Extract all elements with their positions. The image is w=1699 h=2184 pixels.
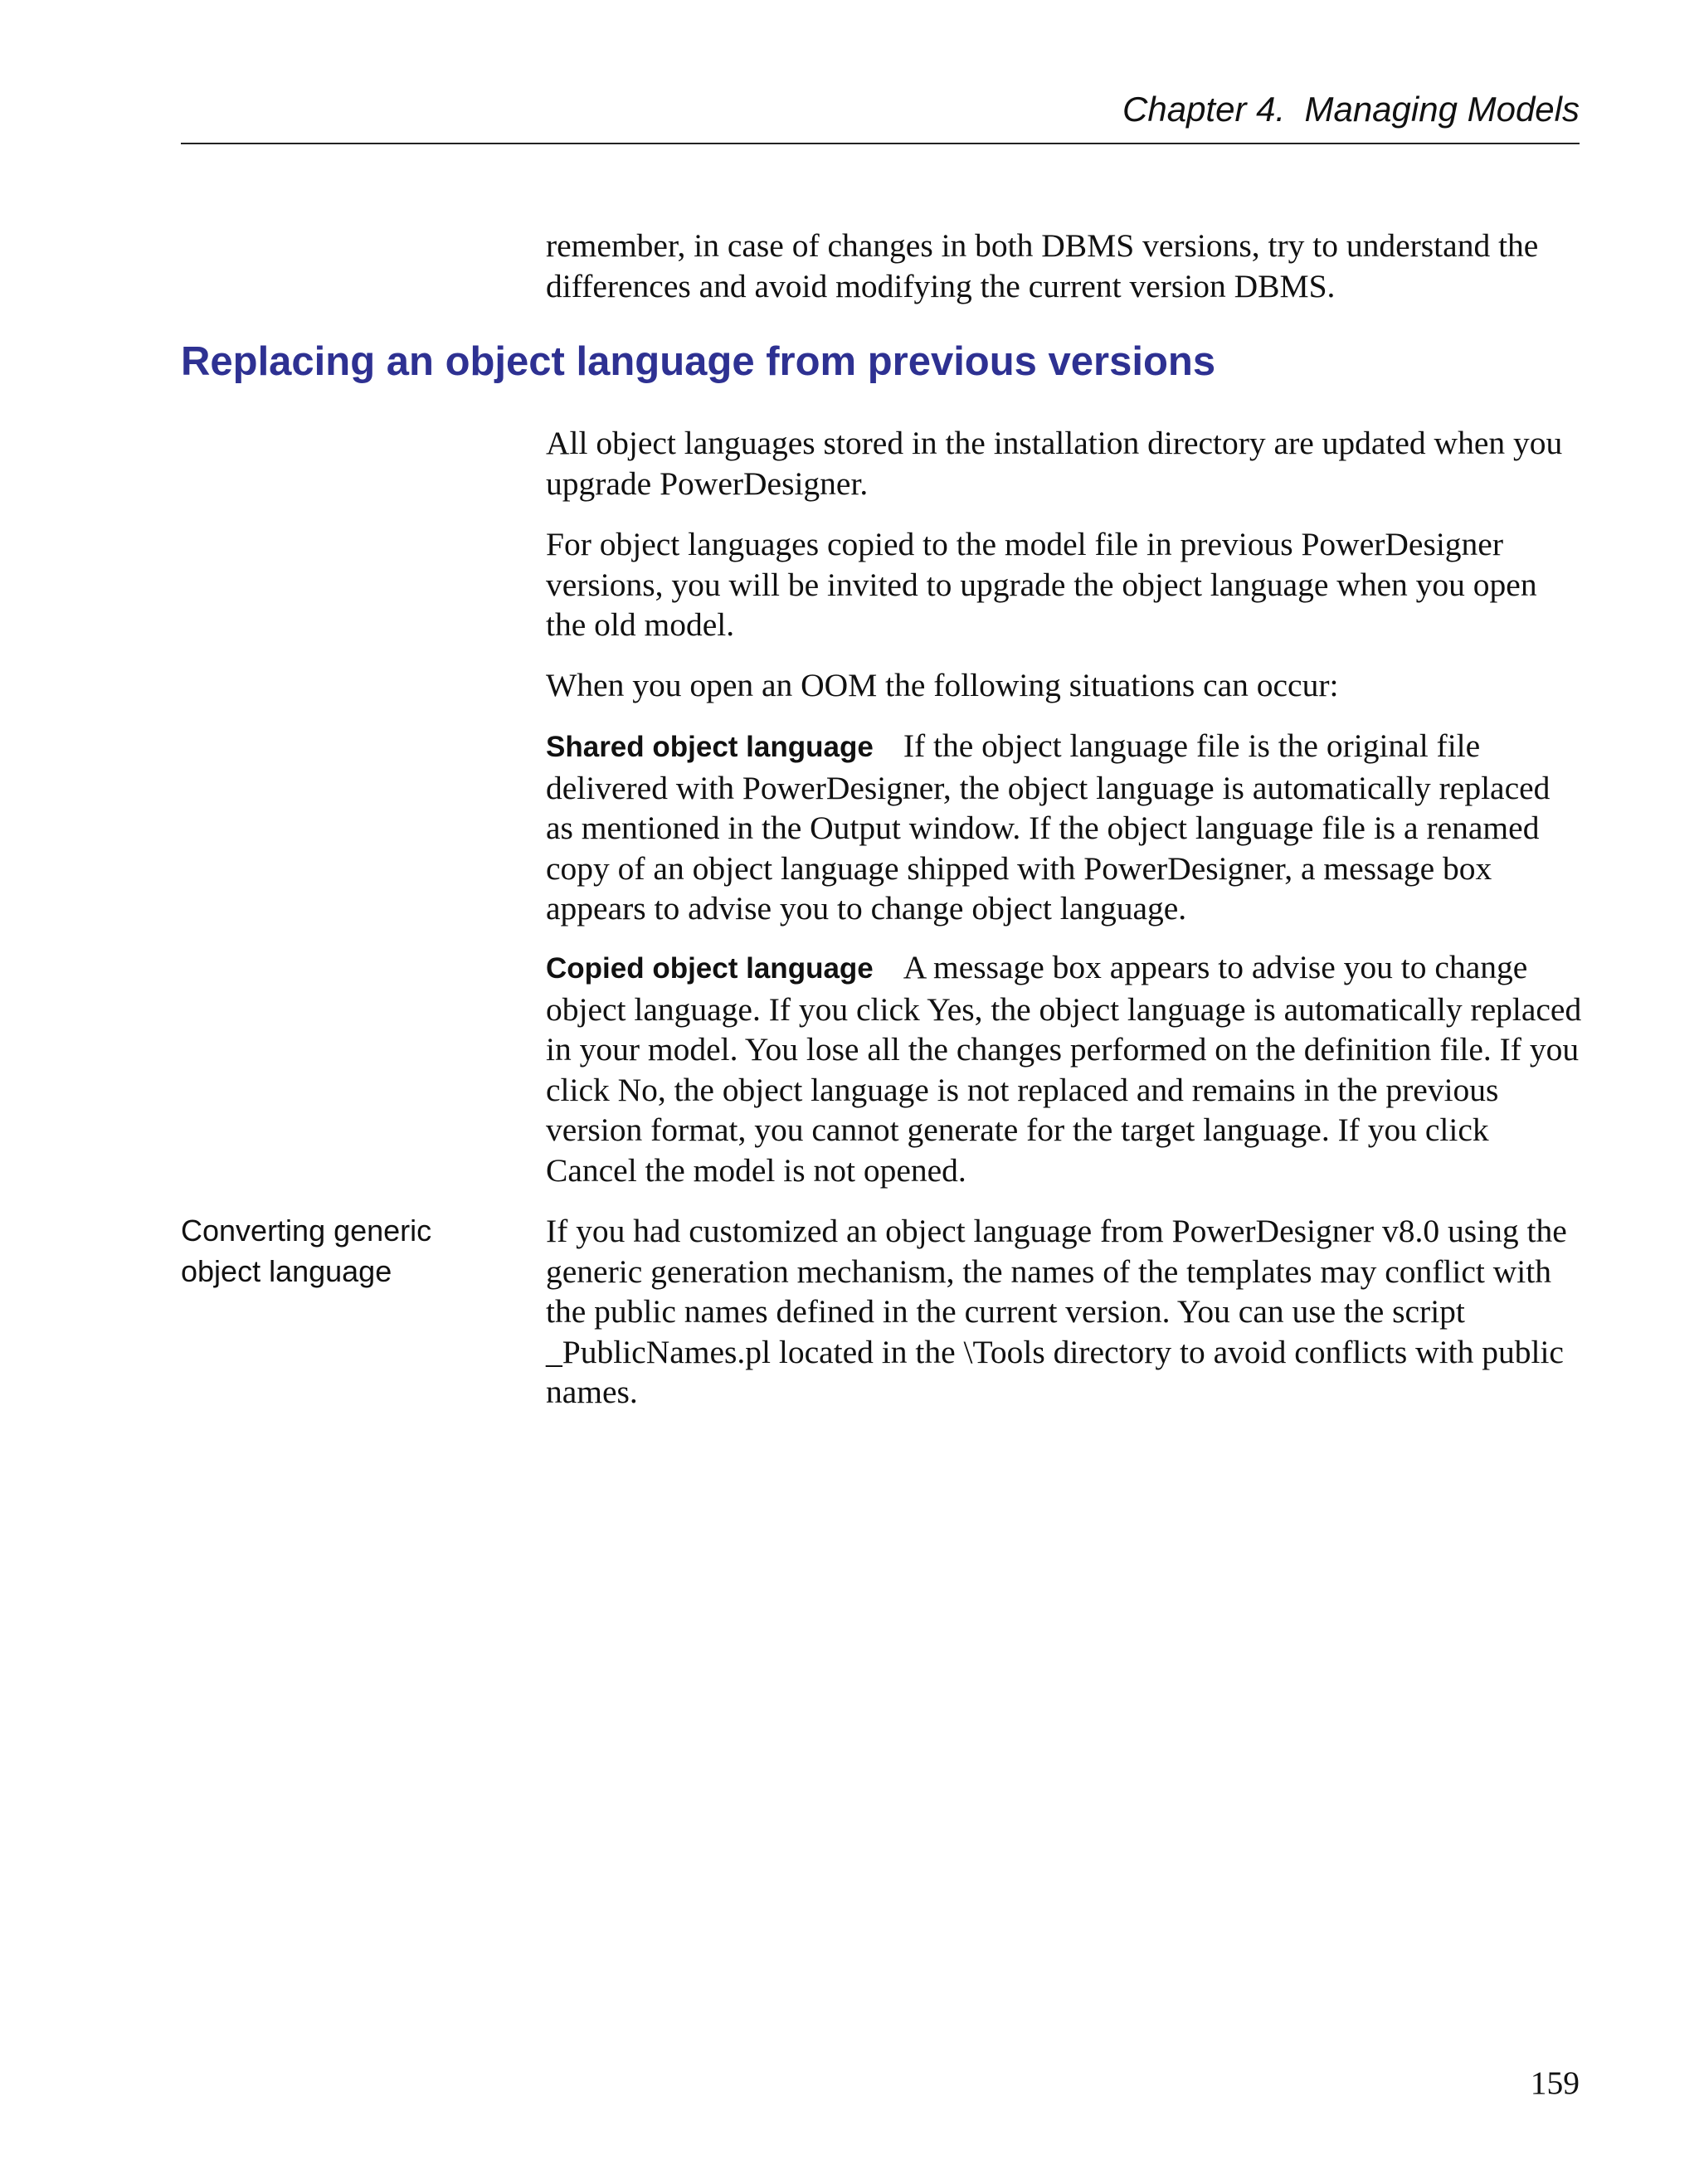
section-title: Replacing an object language from previous versions [181,339,1216,384]
situation-shared-term: Shared object language [546,731,874,763]
margin-note-converting: Converting generic object language [181,1214,432,1288]
situation-copied-text: A message box appears to advise you to change object language. If you click Yes, the object language is automatically replaced in your model. You lose all the changes performed on the definition file. If you click No, the object language is not replaced and remains in the previous version format, you cannot generate for the target language. If you click Cancel the model is not opened. [546,949,1582,1189]
situation-copied [546,947,1583,1190]
paragraph-converting: If you had customized an object language from PowerDesigner v8.0 using the generic generation mechanism, the names of the templates may conflict with the public names defined in the current version. You can use the script _PublicNames.pl located in the \Tools directory to avoid conflicts with public names. [546,1213,1567,1410]
situation-shared-text: If the object language file is the original file delivered with PowerDesigner, the object language is automatically replaced as mentioned in the Output window. If the object language file is a renamed copy of an object language shipped with PowerDesigner, a message box appears to advise you to change object language. [546,727,1551,927]
page-number: 159 [1530,2065,1580,2101]
situation-shared [546,726,1583,929]
paragraph-situations-intro: When you open an OOM the following situations can occur: [546,667,1339,703]
header-rule [181,143,1580,144]
paragraph-copied-languages: For object languages copied to the model file in previous PowerDesigner versions, you will be invited to upgrade the object language when you open the old model. [546,526,1537,643]
running-head: Chapter 4. Managing Models [1122,90,1580,129]
situation-copied-term: Copied object language [546,952,874,985]
paragraph-upgrade: All object languages stored in the installation directory are updated when you upgrade PowerDesigner. [546,425,1563,502]
continuation-paragraph: remember, in case of changes in both DBMS versions, try to understand the differences and avoid modifying the current version DBMS. [546,227,1539,304]
